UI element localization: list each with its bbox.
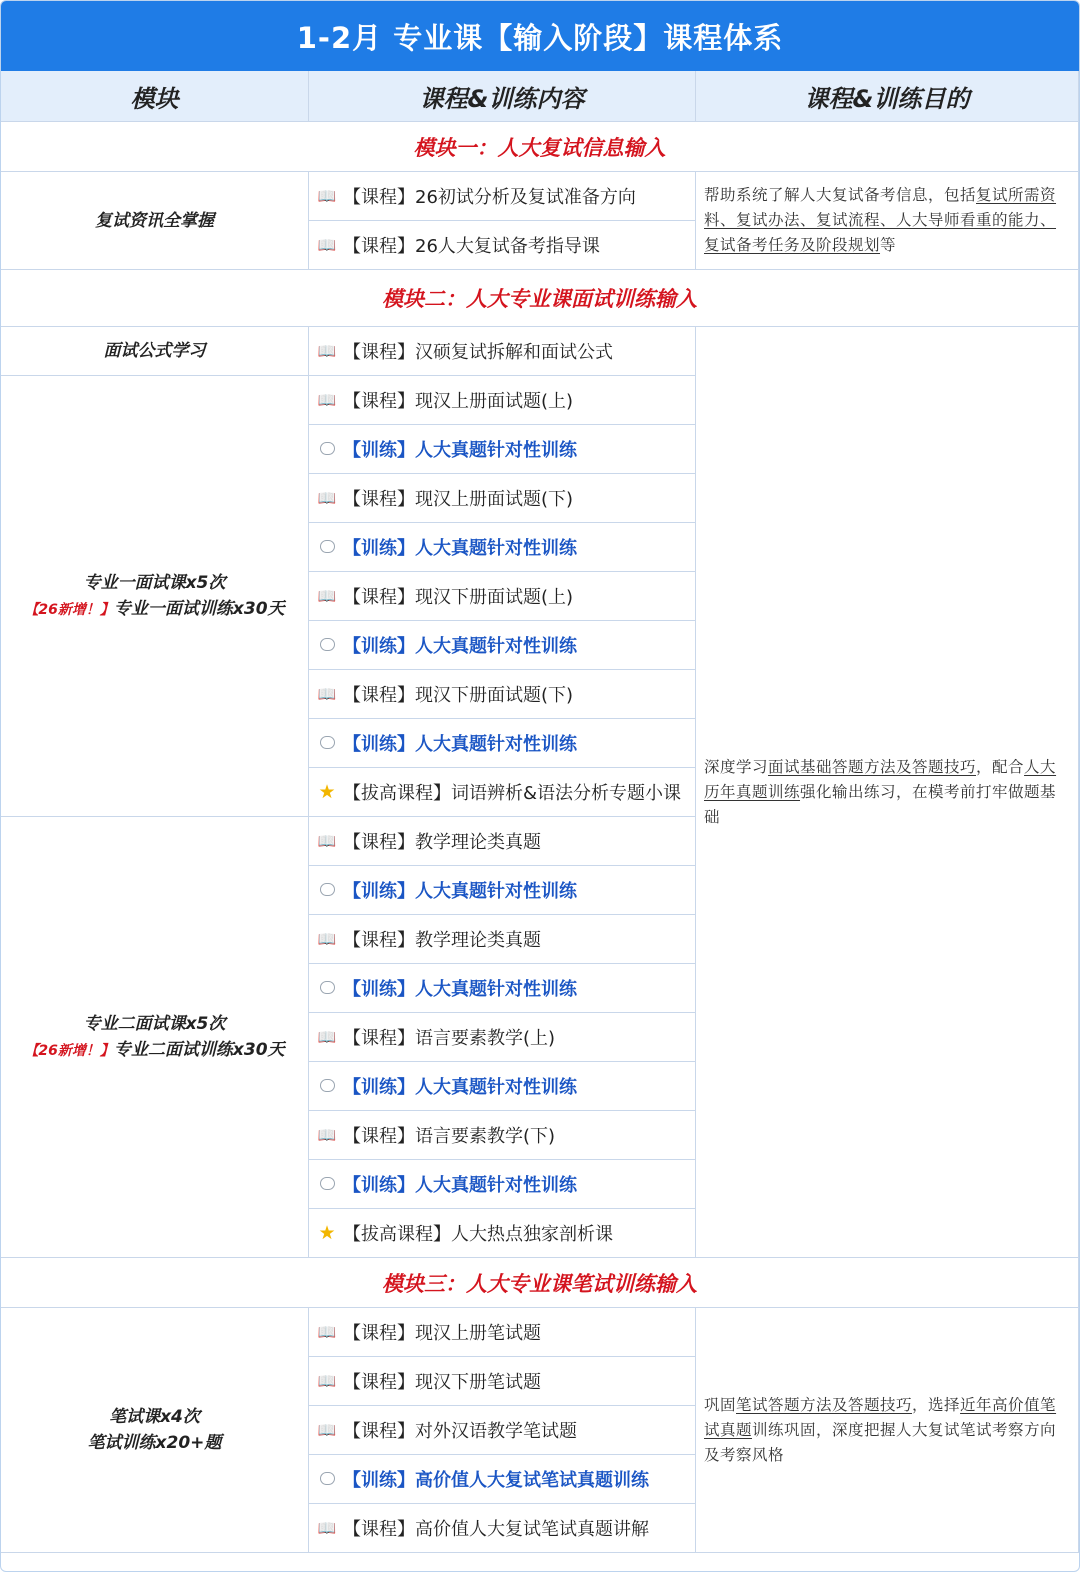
purpose-highlight: 面试基础答题方法及答题技巧	[768, 757, 977, 776]
purpose-paragraph	[704, 1393, 1064, 1468]
purpose-segment: 训练巩固，深度把握人大复试笔试考察方向及考察风格	[704, 1420, 1057, 1464]
purpose-segment: 强化输出练习，在模考前打牢做题基础	[704, 782, 1057, 826]
content-item[interactable]	[309, 474, 696, 523]
content-item-label: 【课程】语言要素教学(上)	[343, 1028, 556, 1049]
module-line: 笔试训练x20+题	[87, 1433, 222, 1453]
content-item-label: 【训练】人大真题针对性训练	[343, 881, 577, 902]
speech-bubble-icon	[315, 979, 339, 997]
content-item[interactable]	[309, 1406, 696, 1455]
open-book-icon: 📖	[317, 587, 337, 605]
content-item-label: 【课程】现汉下册面试题(上)	[343, 587, 574, 608]
open-book-icon: 📖	[317, 1372, 337, 1390]
purpose-highlight: 近年高价值笔试真题	[704, 1395, 1057, 1439]
content-item-label: 【课程】教学理论类真题	[343, 930, 541, 951]
content-item[interactable]	[309, 1504, 696, 1553]
module-line	[24, 596, 284, 623]
open-book-icon: 📖	[317, 1421, 337, 1439]
content-item[interactable]	[309, 1357, 696, 1406]
star-icon: ★	[318, 781, 336, 803]
purpose-segment: 巩固	[704, 1395, 737, 1414]
section-title: 模块一：人大复试信息输入	[1, 122, 1079, 172]
speech-bubble-icon	[315, 1077, 339, 1095]
content-item[interactable]	[309, 523, 696, 572]
content-item[interactable]	[309, 425, 696, 474]
open-book-icon: 📖	[317, 685, 337, 703]
module-name	[1, 817, 309, 1258]
content-item-label: 【课程】现汉上册面试题(下)	[343, 489, 574, 510]
content-item-label: 【拔高课程】词语辨析&语法分析专题小课	[343, 783, 682, 804]
purpose-segment: 帮助系统了解人大复试备考信息，包括	[704, 186, 977, 204]
module-line-text: 专业一面试训练x30天	[113, 598, 285, 619]
content-item-label: 【课程】语言要素教学(下)	[343, 1126, 556, 1147]
module-line: 复试资讯全掌握	[95, 210, 214, 231]
speech-bubble-icon	[315, 636, 339, 654]
module-line: 笔试课x4次	[109, 1407, 200, 1427]
purpose-text	[696, 1308, 1079, 1553]
open-book-icon: 📖	[317, 187, 337, 205]
purpose-segment: 深度学习	[704, 757, 769, 776]
content-item[interactable]	[309, 768, 696, 817]
content-item-label: 【课程】汉硕复试拆解和面试公式	[343, 342, 613, 363]
module-name	[1, 376, 309, 817]
content-item-label: 【训练】人大真题针对性训练	[343, 440, 577, 461]
content-item[interactable]	[309, 670, 696, 719]
speech-bubble-icon	[315, 1175, 339, 1193]
module-line-text: 专业二面试训练x30天	[113, 1039, 285, 1060]
module-name	[1, 327, 309, 376]
new-badge: 【26新增！】	[24, 1042, 114, 1059]
content-item-label: 【训练】人大真题针对性训练	[343, 979, 577, 1000]
content-item-label: 【课程】现汉下册面试题(下)	[343, 685, 574, 706]
content-item-label: 【课程】现汉上册面试题(上)	[343, 391, 574, 412]
open-book-icon: 📖	[317, 832, 337, 850]
column-header: 课程&训练目的	[696, 71, 1079, 122]
content-item[interactable]	[309, 817, 696, 866]
purpose-segment: ，配合	[976, 757, 1025, 776]
open-book-icon: 📖	[317, 930, 337, 948]
purpose-segment: 等	[880, 236, 897, 254]
open-book-icon: 📖	[317, 1519, 337, 1537]
module-line: 专业二面试课x5次	[83, 1013, 226, 1034]
content-item-label: 【拔高课程】人大热点独家剖析课	[343, 1224, 613, 1245]
content-item[interactable]	[309, 376, 696, 425]
speech-bubble-icon	[315, 734, 339, 752]
content-item[interactable]	[309, 1455, 696, 1504]
content-item-label: 【课程】现汉下册笔试题	[343, 1372, 541, 1393]
content-item-label: 【课程】现汉上册笔试题	[343, 1323, 541, 1344]
purpose-highlight: 人大历年真题训练	[704, 757, 1057, 801]
module-line: 专业一面试课x5次	[83, 572, 226, 593]
section-title: 模块三：人大专业课笔试训练输入	[1, 1258, 1079, 1308]
open-book-icon: 📖	[317, 1028, 337, 1046]
content-item-label: 【训练】人大真题针对性训练	[343, 636, 577, 657]
purpose-segment: ，选择	[912, 1395, 961, 1414]
content-item[interactable]	[309, 1013, 696, 1062]
content-item-label: 【训练】人大真题针对性训练	[343, 734, 577, 755]
purpose-paragraph	[704, 755, 1064, 830]
content-item[interactable]	[309, 621, 696, 670]
content-item[interactable]	[309, 572, 696, 621]
content-item[interactable]	[309, 964, 696, 1013]
speech-bubble-icon	[315, 440, 339, 458]
purpose-paragraph	[704, 183, 1064, 258]
module-line	[24, 1037, 284, 1064]
page-title: 1-2月 专业课【输入阶段】课程体系	[1, 1, 1079, 71]
speech-bubble-icon	[315, 538, 339, 556]
content-item[interactable]	[309, 221, 696, 270]
section-title: 模块二：人大专业课面试训练输入	[1, 270, 1079, 327]
open-book-icon: 📖	[317, 1126, 337, 1144]
star-icon: ★	[318, 1222, 336, 1244]
open-book-icon: 📖	[317, 1323, 337, 1341]
content-item[interactable]	[309, 866, 696, 915]
content-item[interactable]	[309, 1062, 696, 1111]
open-book-icon: 📖	[317, 342, 337, 360]
content-item-label: 【训练】高价值人大复试笔试真题训练	[343, 1470, 649, 1491]
purpose-text	[696, 172, 1079, 270]
content-item[interactable]	[309, 1160, 696, 1209]
content-item[interactable]	[309, 915, 696, 964]
purpose-highlight: 复试所需资料、复试办法、复试流程、人大导师看重的能力、复试备考任务及阶段规划	[704, 186, 1057, 254]
content-item[interactable]	[309, 1209, 696, 1258]
content-item-label: 【课程】教学理论类真题	[343, 832, 541, 853]
purpose-highlight: 笔试答题方法及答题技巧	[736, 1395, 913, 1414]
content-item-label: 【课程】26初试分析及复试准备方向	[343, 187, 636, 208]
column-header: 模块	[1, 71, 309, 122]
content-item-label: 【训练】人大真题针对性训练	[343, 1175, 577, 1196]
content-item[interactable]	[309, 1111, 696, 1160]
content-item[interactable]	[309, 1308, 696, 1357]
purpose-text	[696, 327, 1079, 1258]
module-name	[1, 172, 309, 270]
speech-bubble-icon	[315, 1470, 339, 1488]
speech-bubble-icon	[315, 881, 339, 899]
open-book-icon: 📖	[317, 391, 337, 409]
content-item[interactable]	[309, 327, 696, 376]
content-item-label: 【训练】人大真题针对性训练	[343, 1077, 577, 1098]
open-book-icon: 📖	[317, 236, 337, 254]
content-item[interactable]	[309, 719, 696, 768]
open-book-icon: 📖	[317, 489, 337, 507]
content-item-label: 【训练】人大真题针对性训练	[343, 538, 577, 559]
new-badge: 【26新增！】	[24, 601, 114, 618]
content-item-label: 【课程】26人大复试备考指导课	[343, 236, 600, 257]
module-name	[1, 1308, 309, 1553]
content-item-label: 【课程】高价值人大复试笔试真题讲解	[343, 1519, 649, 1540]
module-line: 面试公式学习	[103, 341, 206, 361]
content-item-label: 【课程】对外汉语教学笔试题	[343, 1421, 577, 1442]
content-item[interactable]	[309, 172, 696, 221]
column-header: 课程&训练内容	[309, 71, 696, 122]
